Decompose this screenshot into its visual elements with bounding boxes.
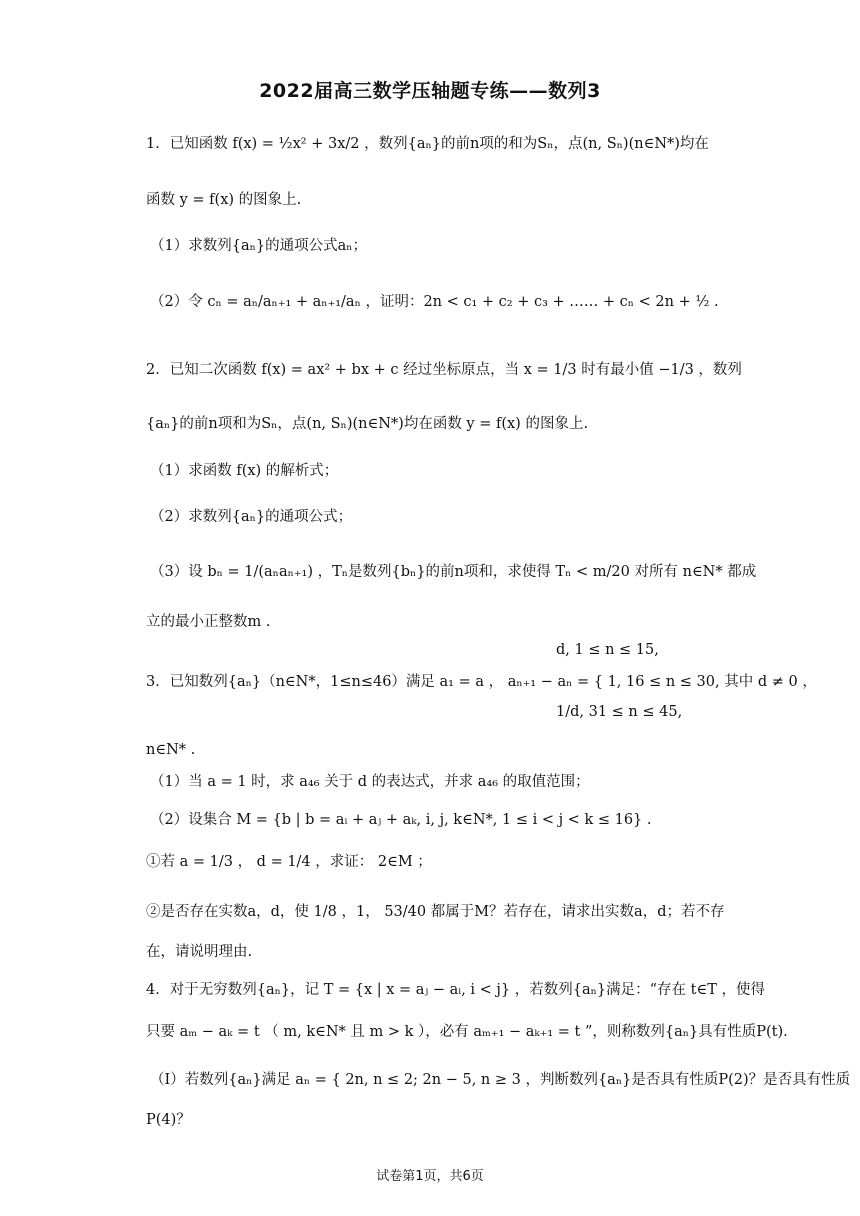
problem-2-part-3: （3）设 bₙ = 1/(aₙaₙ₊₁) ，Tₙ是数列{bₙ}的前n项和，求使得 Tₙ < m/20 对所有 n∈N* 都成 (150, 564, 757, 580)
problem-2-part-1: （1）求函数 f(x) 的解析式； (150, 463, 339, 479)
problem-1-part-2: （2）令 cₙ = aₙ/aₙ₊₁ + aₙ₊₁/aₙ ，证明：2n < c₁ + c₂ + c₃ + …… + cₙ < 2n + ½ . (150, 294, 719, 310)
problem-1-line-2: 函数 y = f(x) 的图象上. (146, 192, 302, 208)
page-footer: 试卷第1页，共6页 (376, 1169, 484, 1184)
problem-1-part-1: （1）求数列{aₙ}的通项公式aₙ； (150, 238, 368, 254)
problem-3-line-1: 3．已知数列{aₙ}（n∈N*，1≤n≤46）满足 a₁ = a ， aₙ₊₁ − aₙ = { 1, 16 ≤ n ≤ 30, 其中 d ≠ 0 ， (146, 674, 817, 690)
problem-1-line-1: 1．已知函数 f(x) = ½x² + 3x/2 ，数列{aₙ}的前n项的和为Sₙ，点(n, Sₙ)(n∈N*)均在 (146, 136, 709, 152)
problem-2-line-1: 2．已知二次函数 f(x) = ax² + bx + c 经过坐标原点，当 x = 1/3 时有最小值 −1/3 ，数列 (146, 362, 742, 378)
problem-3-item-1: ①若 a = 1/3 ， d = 1/4 ，求证： 2∈M ； (146, 854, 432, 870)
problem-3-part-2: （2）设集合 M = {b | b = aᵢ + aⱼ + aₖ, i, j, k∈N*, 1 ≤ i < j < k ≤ 16} . (150, 812, 652, 828)
problem-3-item-2: ②是否存在实数a，d，使 1/8 ，1， 53/40 都属于M？若存在，请求出实数a，d；若不存 (146, 904, 725, 920)
piecewise-case-3: 1/d, 31 ≤ n ≤ 45, (556, 704, 683, 720)
document-title: 2022届高三数学压轴题专练——数列3 (259, 80, 601, 102)
problem-3-line-2: n∈N* . (146, 742, 196, 758)
problem-2-part-2: （2）求数列{aₙ}的通项公式； (150, 509, 353, 525)
problem-4-part-1-cont: P(4)？ (146, 1112, 191, 1128)
problem-3-item-2-cont: 在，请说明理由. (146, 944, 253, 960)
problem-4-line-1: 4．对于无穷数列{aₙ}，记 T = {x | x = aⱼ − aᵢ, i < j} ，若数列{aₙ}满足：“存在 t∈T ，使得 (146, 982, 765, 998)
problem-2-line-2: {aₙ}的前n项和为Sₙ，点(n, Sₙ)(n∈N*)均在函数 y = f(x) 的图象上. (146, 416, 589, 432)
problem-3-part-1: （1）当 a = 1 时，求 a₄₆ 关于 d 的表达式，并求 a₄₆ 的取值范围； (150, 774, 590, 790)
problem-4-line-2: 只要 aₘ − aₖ = t （ m, k∈N* 且 m > k ），必有 aₘ₊₁ − aₖ₊₁ = t ”，则称数列{aₙ}具有性质P(t). (146, 1024, 788, 1040)
problem-2-part-3-cont: 立的最小正整数m . (146, 614, 271, 630)
problem-4-part-1: （Ⅰ）若数列{aₙ}满足 aₙ = { 2n, n ≤ 2; 2n − 5, n ≥ 3 ，判断数列{aₙ}是否具有性质P(2)？是否具有性质 (150, 1072, 851, 1088)
piecewise-case-1: d, 1 ≤ n ≤ 15, (556, 642, 659, 658)
